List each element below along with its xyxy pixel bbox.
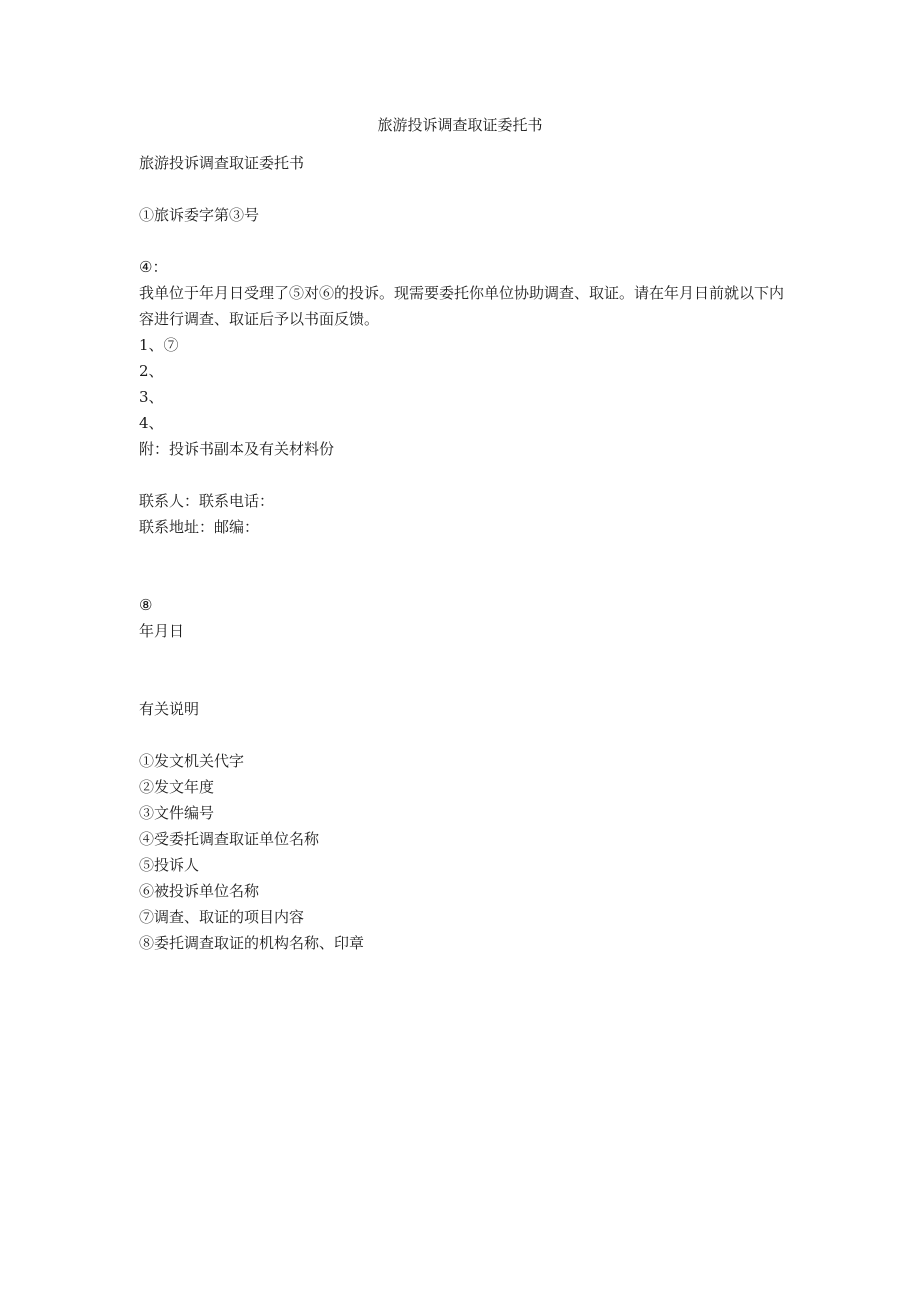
note-item: ③文件编号: [139, 804, 215, 822]
note-item: ⑧委托调查取证的机构名称、印章: [139, 934, 365, 952]
list-item: 3、: [139, 388, 164, 406]
list-item: 2、: [139, 362, 164, 380]
note-item: ①发文机关代字: [139, 752, 245, 770]
addressee: ④：: [139, 258, 168, 276]
spacer: [139, 722, 789, 748]
note-item: ④受委托调查取证单位名称: [139, 830, 320, 848]
attachment-line: 附：投诉书副本及有关材料份: [139, 440, 335, 458]
notes-title: 有关说明: [139, 700, 200, 718]
spacer: [139, 462, 789, 488]
note-item: ⑥被投诉单位名称: [139, 882, 260, 900]
note-item: ⑤投诉人: [139, 856, 200, 874]
document-heading: 旅游投诉调查取证委托书: [139, 154, 305, 172]
list-item: 4、: [139, 414, 164, 432]
contact-line: 联系人：联系电话：: [139, 492, 275, 510]
signature-mark: ⑧: [139, 596, 153, 614]
document-title: 旅游投诉调查取证委托书: [377, 116, 543, 134]
spacer: [139, 644, 789, 696]
document-body: [139, 150, 789, 956]
date-line: 年月日: [139, 622, 185, 640]
list-item: 1、⑦: [139, 336, 179, 354]
body-paragraph: 我单位于年月日受理了⑤对⑥的投诉。现需要委托你单位协助调查、取证。请在年月日前就以下内容进行调查、取证后予以书面反馈。: [139, 284, 785, 328]
address-line: 联系地址：邮编：: [139, 518, 260, 536]
document-number: ①旅诉委字第③号: [139, 206, 260, 224]
spacer: [139, 228, 789, 254]
spacer: [139, 176, 789, 202]
note-item: ②发文年度: [139, 778, 215, 796]
note-item: ⑦调查、取证的项目内容: [139, 908, 305, 926]
spacer: [139, 540, 789, 592]
